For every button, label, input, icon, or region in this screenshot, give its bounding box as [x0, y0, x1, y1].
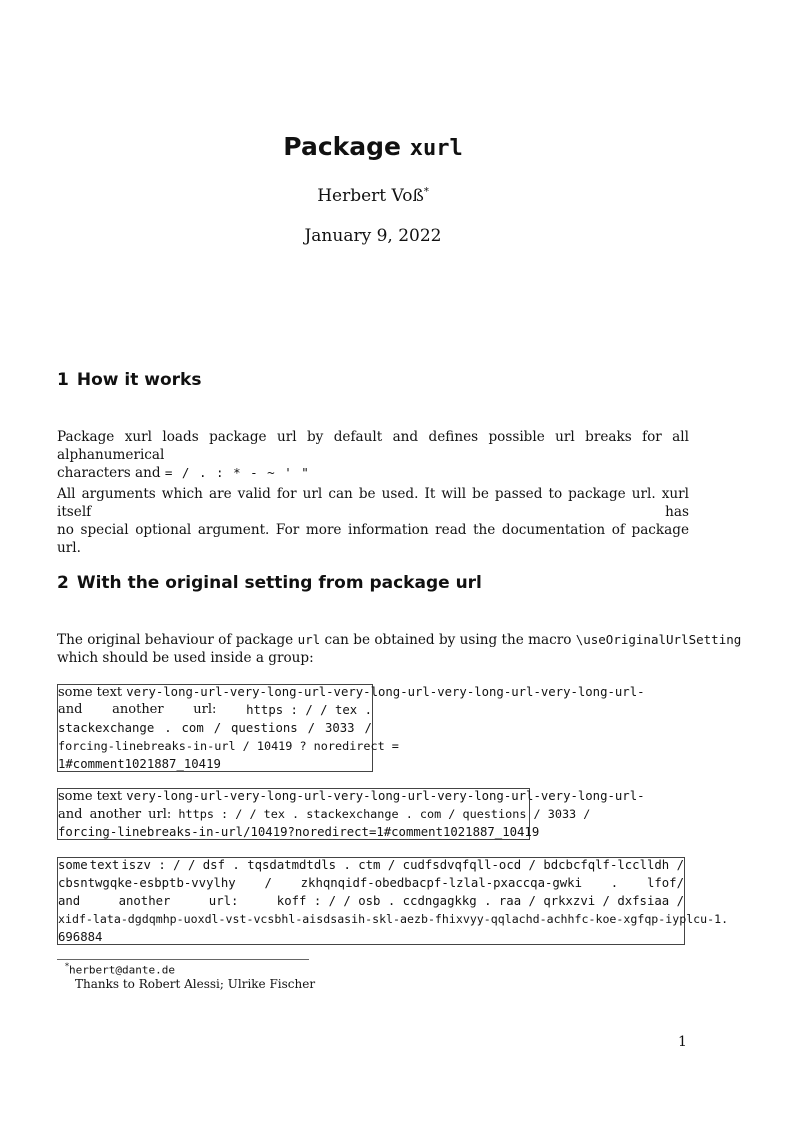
author-footnote-mark: * — [423, 186, 429, 198]
section-title: With the original setting from package url — [76, 573, 482, 593]
footnote-rule — [57, 959, 309, 960]
example-url: iszv : / / dsf . tqsdatmdtdls . ctm / cudfsdvqfqll-ocd / bdcbcfqlf-lcclldh / — [121, 858, 684, 872]
section-heading-1 — [57, 370, 201, 390]
word: some — [58, 858, 88, 872]
section1-paragraph-2 — [57, 485, 689, 557]
inline-macro: \useOriginalUrlSetting — [575, 632, 742, 647]
section-number: 1 — [57, 370, 69, 390]
para-line — [57, 464, 689, 482]
word: another — [118, 894, 171, 908]
section-number: 2 — [57, 573, 69, 593]
footnote-thanks: Thanks to Robert Alessi; Ulrike Fischer — [75, 977, 316, 991]
example-1-line-2 — [58, 701, 372, 719]
para-text: can be obtained by using the macro — [320, 632, 576, 648]
word: text — [89, 858, 120, 872]
url-part: stackexchange — [58, 721, 155, 735]
section1-paragraph-1 — [57, 428, 689, 482]
example-3-line-5: 696884 — [58, 930, 103, 944]
example-url: https : / / tex . — [246, 703, 372, 717]
para-text: which should be used inside a group: — [57, 650, 314, 666]
example-3-line-1 — [58, 856, 684, 874]
example-1-line-5: 1#comment1021887_10419 — [58, 757, 221, 771]
example-url: koff : / / osb . ccdngagkkg . raa / qrkxzvi / dxfsiaa / — [276, 894, 684, 908]
url-part: com — [181, 721, 204, 735]
example-text: and another url: — [58, 807, 179, 822]
example-url: very-long-url-very-long-url-very-long-url-very-long-url-very-long-url- — [126, 789, 645, 803]
section2-paragraph — [57, 631, 742, 667]
page-number: 1 — [678, 1034, 687, 1050]
para-text: All arguments which are valid for url can be used. It will be passed to package url. xurl itself has — [57, 486, 689, 520]
word: and — [58, 894, 81, 908]
url-part: . — [610, 876, 619, 890]
break-characters: = / . : * - ~ ' " — [164, 465, 309, 480]
url-part: . — [164, 721, 172, 735]
para-line — [57, 521, 689, 557]
url-part: / — [307, 721, 316, 735]
para-line — [57, 428, 689, 464]
para-line — [57, 649, 689, 667]
example-2-line-2 — [58, 805, 590, 824]
example-3-line-3 — [58, 892, 684, 910]
example-url: very-long-url-very-long-url-very-long-url-very-long-url-very-long-url- — [126, 685, 645, 699]
url-part: / — [264, 876, 272, 890]
inline-code: url — [297, 632, 321, 647]
word: url: — [208, 894, 239, 908]
url-part: lfof/ — [646, 876, 684, 890]
example-1-line-1 — [58, 683, 645, 702]
footnote-email: herbert@dante.de — [69, 963, 175, 977]
footnote-mark: * — [65, 962, 69, 971]
url-part: / — [364, 721, 372, 735]
word: another — [112, 702, 164, 717]
url-part: / — [213, 721, 222, 735]
para-line — [57, 631, 742, 649]
url-part: 3033 — [324, 721, 355, 735]
example-1-line-4: forcing-linebreaks-in-url / 10419 ? noredirect = — [58, 739, 399, 753]
url-part: zkhqnqidf-obedbacpf-lzlal-pxaccqa-gwki — [300, 876, 582, 890]
example-2-line-3: forcing-linebreaks-in-url/10419?noredirect=1#comment1021887_10419 — [58, 825, 540, 839]
example-text: some text — [58, 789, 127, 804]
para-text: Package xurl loads package url by default and defines possible url breaks for all alphanumerical — [57, 429, 689, 463]
word: url: — [193, 702, 217, 717]
title-prefix: Package — [283, 132, 410, 161]
word: and — [58, 702, 83, 717]
document-title — [0, 132, 746, 161]
example-url: https : / / tex . stackexchange . com / questions / 3033 / — [178, 807, 591, 821]
url-part: cbsntwgqke-esbptb-vvylhy — [58, 876, 236, 890]
author-name: Herbert Voß — [317, 186, 424, 206]
example-3-line-2 — [58, 874, 684, 892]
section-heading-2 — [57, 573, 482, 593]
para-text: no special optional argument. For more information read the documentation of package url. — [57, 522, 689, 556]
title-package-name: xurl — [409, 136, 463, 161]
para-text: characters and — [57, 465, 165, 481]
para-text: The original behaviour of package — [57, 632, 298, 648]
para-line — [57, 485, 689, 521]
footnote-email-line — [65, 962, 175, 977]
example-text: some text — [58, 685, 127, 700]
example-3-line-4: xidf-lata-dgdqmhp-uoxdl-vst-vcsbhl-aisdsasih-skl-aezb-fhixvyy-qqlachd-achhfc-koe-xgfqp-iyplcu-1. — [58, 912, 729, 926]
url-part: questions — [231, 721, 298, 735]
document-date: January 9, 2022 — [304, 226, 442, 246]
example-2-line-1 — [58, 787, 645, 806]
section-title: How it works — [76, 370, 202, 390]
example-1-line-3 — [58, 719, 372, 737]
author — [0, 186, 746, 206]
